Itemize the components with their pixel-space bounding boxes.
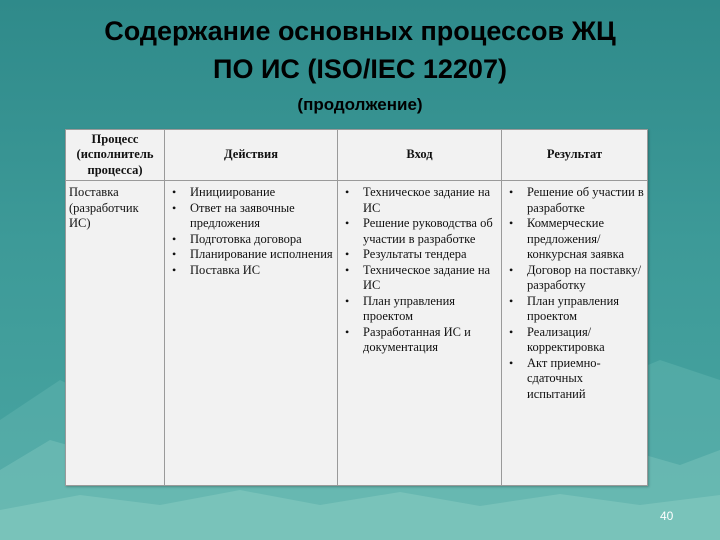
- page-number: 40: [660, 509, 674, 523]
- bullet-icon: •: [509, 355, 514, 370]
- bullet-icon: •: [172, 262, 177, 277]
- bullet-icon: •: [345, 324, 350, 339]
- header-input: Вход: [338, 130, 502, 181]
- list-item: [509, 324, 644, 356]
- slide-subtitle: (продолжение): [297, 95, 423, 114]
- list-item-text: Коммерческие предложения/ конкурсная заявка: [527, 216, 625, 261]
- list-item: [509, 216, 644, 263]
- bullet-icon: •: [345, 185, 350, 199]
- list-item: [345, 247, 498, 263]
- list-item-text: Планирование исполнения: [190, 247, 333, 261]
- list-item: [509, 185, 644, 216]
- list-item-text: Подготовка договора: [190, 231, 302, 246]
- list-item-text: Разработанная ИС и документация: [363, 324, 471, 354]
- list-item: [509, 262, 644, 294]
- bullet-icon: •: [509, 262, 514, 277]
- slide-title-line1: Содержание основных процессов ЖЦ: [104, 16, 616, 46]
- list-item-text: План управления проектом: [527, 293, 620, 323]
- bullet-icon: •: [509, 293, 514, 308]
- bullet-icon: •: [509, 185, 514, 199]
- bullet-icon: •: [345, 293, 350, 308]
- header-result: Результат: [502, 130, 648, 181]
- bullet-icon: •: [172, 247, 177, 261]
- list-item-text: Реализация/ корректировка: [527, 324, 605, 354]
- actions-list: [168, 185, 334, 278]
- list-item-text: Ответ на заявочные предложения: [190, 200, 295, 230]
- list-item-text: Акт приемно-сдаточных испытаний: [527, 355, 601, 401]
- bullet-icon: •: [345, 216, 350, 230]
- list-item-text: Инициирование: [190, 185, 276, 199]
- bullet-icon: •: [509, 216, 514, 230]
- list-item-text: Техническое задание на ИС: [363, 262, 491, 292]
- cell-input: [338, 181, 502, 486]
- list-item-text: Решение руководства об участии в разработке: [363, 216, 493, 246]
- bullet-icon: •: [509, 324, 514, 339]
- list-item: [172, 247, 334, 263]
- process-table-container: [65, 129, 648, 486]
- slide-title-line2: ПО ИС (ISO/IEC 12207): [213, 54, 507, 84]
- list-item: [172, 262, 334, 279]
- bullet-icon: •: [172, 231, 177, 246]
- list-item-text: План управления проектом: [363, 293, 456, 323]
- cell-process: Поставка (разработчик ИС): [66, 181, 165, 486]
- bullet-icon: •: [345, 247, 350, 261]
- cell-actions: [165, 181, 338, 486]
- list-item-text: Решение об участии в разработке: [527, 185, 644, 215]
- table-row: [66, 181, 648, 486]
- header-actions: Действия: [165, 130, 338, 181]
- list-item: [509, 355, 644, 403]
- list-item: [172, 200, 334, 232]
- list-item: [345, 293, 498, 325]
- list-item: [172, 185, 334, 201]
- list-item: [172, 231, 334, 248]
- process-table: [65, 129, 648, 486]
- result-list: [505, 185, 644, 402]
- bullet-icon: •: [172, 185, 177, 199]
- cell-result: [502, 181, 648, 486]
- bullet-icon: •: [172, 200, 177, 215]
- list-item: [345, 216, 498, 247]
- bullet-icon: •: [345, 262, 350, 277]
- list-item-text: Результаты тендера: [363, 247, 467, 261]
- list-item: [345, 324, 498, 356]
- list-item-text: Договор на поставку/ разработку: [527, 262, 642, 292]
- input-list: [341, 185, 498, 356]
- list-item: [345, 185, 498, 216]
- table-header-row: [66, 130, 648, 181]
- slide-title: [0, 12, 720, 88]
- header-process: Процесс (исполнитель процесса): [66, 130, 165, 181]
- list-item: [509, 293, 644, 325]
- list-item-text: Поставка ИС: [190, 262, 261, 277]
- list-item: [345, 262, 498, 294]
- list-item-text: Техническое задание на ИС: [363, 185, 491, 215]
